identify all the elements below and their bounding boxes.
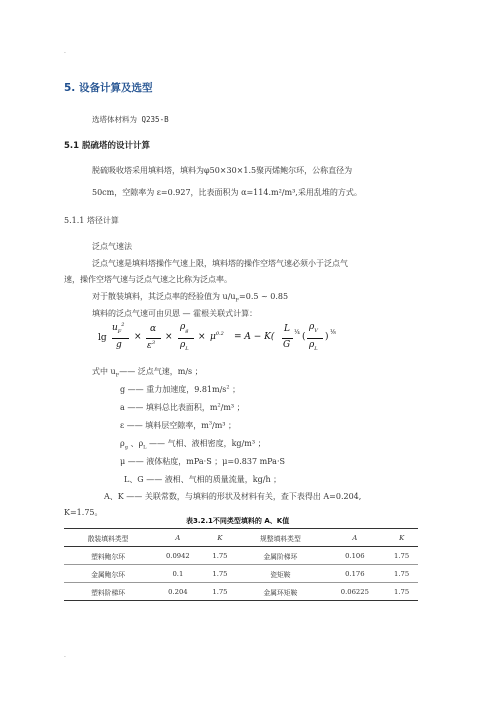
table-cell: 1.75	[204, 583, 237, 601]
formula-numerator-rhog: $\rho_g$	[180, 322, 189, 334]
header-dot: .	[64, 48, 66, 55]
flood-ratio-range: =0.5 ~ 0.85	[239, 292, 289, 301]
description-line-1: 泛点气速是填料塔操作气速上限，填料塔的操作空塔气速必须小于泛点气	[92, 259, 348, 268]
formula-rhol: $\rho_L$	[309, 340, 318, 352]
footer-dot: .	[64, 652, 66, 659]
flood-ratio-text: 对于散装填料，其泛点率的经验值为 u/u	[92, 292, 236, 301]
def-epsilon: ε —— 填料层空隙率，$m^3/m^3$ ；	[120, 420, 237, 430]
times-3: ×	[198, 332, 206, 342]
table-header-cell: A	[152, 529, 203, 547]
intro-line-2: 50cm，空隙率为 ε=0.927，比表面积为 α=114.m²/m³,采用乱堆的方式。	[92, 188, 362, 197]
table-row	[64, 583, 418, 601]
formula-equals: = A − K(	[234, 332, 275, 342]
formula-lg: lg	[98, 333, 107, 343]
subsubsection-title: 5.1.1 塔径计算	[64, 216, 119, 225]
table-cell: 塑料鲍尔环	[64, 547, 152, 565]
def-uf: 式中 $u_F——$ 泛点气速，m/s ；	[92, 367, 203, 379]
formula-L: L	[284, 324, 290, 334]
def-rho: $\rho_g$ 、$\rho_L$ —— 气相、液相密度，kg/m³ ；	[120, 439, 266, 451]
table-header-row	[64, 529, 418, 547]
table-header-cell: 规整填料类型	[236, 529, 324, 547]
table-row	[64, 565, 418, 583]
table-cell: 0.1	[152, 565, 203, 583]
def-lg: L、G —— 液相、气相的质量流量，kg/h ；	[124, 475, 282, 484]
table-cell: 塑料阶梯环	[64, 583, 152, 601]
fraction-bar-5	[307, 338, 323, 339]
formula-numerator-alpha: α	[150, 324, 157, 334]
formula-denominator-g: g	[116, 340, 122, 350]
fraction-bar-3	[178, 338, 194, 339]
formula-denominator-rhol: $\rho_L$	[180, 340, 189, 352]
table-cell: 金属阶梯环	[236, 547, 324, 565]
bain-hougen-formula	[98, 322, 358, 358]
fraction-bar-1	[112, 338, 129, 339]
table-cell: 1.75	[385, 583, 418, 601]
table-cell: 金属鲍尔环	[64, 565, 152, 583]
table-cell: 1.75	[204, 547, 237, 565]
ak-table	[64, 528, 418, 601]
table-header-cell: K	[385, 529, 418, 547]
times-2: ×	[165, 332, 173, 342]
formula-intro: 填料的泛点气速可由贝恩 — 霍根关联式计算：	[92, 309, 258, 318]
formula-mu: $\mu^{0.2}$	[210, 331, 224, 342]
formula-paren-close: )	[325, 332, 329, 342]
table-cell: 0.0942	[152, 547, 203, 565]
table-cell: 1.75	[385, 547, 418, 565]
formula-denominator-eps: $\varepsilon^3$	[147, 340, 156, 351]
table-cell: 0.176	[324, 565, 385, 583]
table-cell: 0.204	[152, 583, 203, 601]
formula-exp-quarter: ¼	[294, 329, 300, 336]
def-ak-line-2: K=1.75。	[64, 508, 103, 517]
formula-numerator-uf: $u_F^2$	[112, 322, 125, 335]
def-mu: μ —— 液体粘度，mPa·S ；μ=0.837 mPa·S	[120, 457, 285, 466]
table-cell: 1.75	[385, 565, 418, 583]
flood-ratio-sub: F	[235, 297, 240, 304]
section-title: 5. 设备计算及选型	[64, 82, 153, 94]
description-line-2: 速，操作空塔气速与泛点气速之比称为泛点率。	[64, 275, 232, 284]
intro-line-1: 脱硫吸收塔采用填料塔，填料为φ50×30×1.5聚丙烯鲍尔环，公称直径为	[92, 166, 353, 175]
table-header-cell: A	[324, 529, 385, 547]
table-row	[64, 547, 418, 565]
method-title: 泛点气速法	[92, 242, 132, 251]
formula-G: G	[283, 340, 291, 350]
formula-paren-open: (	[302, 332, 306, 342]
fraction-bar-4	[282, 338, 293, 339]
table-cell: 金属环矩鞍	[236, 583, 324, 601]
fraction-bar-2	[146, 338, 161, 339]
subsection-title: 5.1 脱硫塔的设计计算	[64, 141, 151, 151]
times-1: ×	[134, 332, 142, 342]
table-cell: 0.106	[324, 547, 385, 565]
table-caption: 表3.2.1不同类型填料的 A、K值	[186, 517, 290, 525]
table-header-cell: K	[204, 529, 237, 547]
table-cell: 瓷矩鞍	[236, 565, 324, 583]
flood-ratio-line	[92, 291, 288, 304]
def-a: a —— 填料总比表面积，$m^2/m^3$ ；	[120, 402, 245, 412]
material-line: 选塔体材料为 Q235-B	[92, 115, 169, 124]
table-header-cell: 散装填料类型	[64, 529, 152, 547]
formula-rhov: $\rho_V$	[309, 322, 318, 334]
formula-exp-eighth: ⅛	[330, 329, 336, 336]
table-cell: 0.06225	[324, 583, 385, 601]
def-g: g —— 重力加速度，$9.81m/s^2$ ；	[120, 384, 241, 394]
def-ak-line-1: A、K —— 关联常数，与填料的形状及材料有关，查下表得出 A=0.204,	[104, 492, 362, 501]
table-cell: 1.75	[204, 565, 237, 583]
